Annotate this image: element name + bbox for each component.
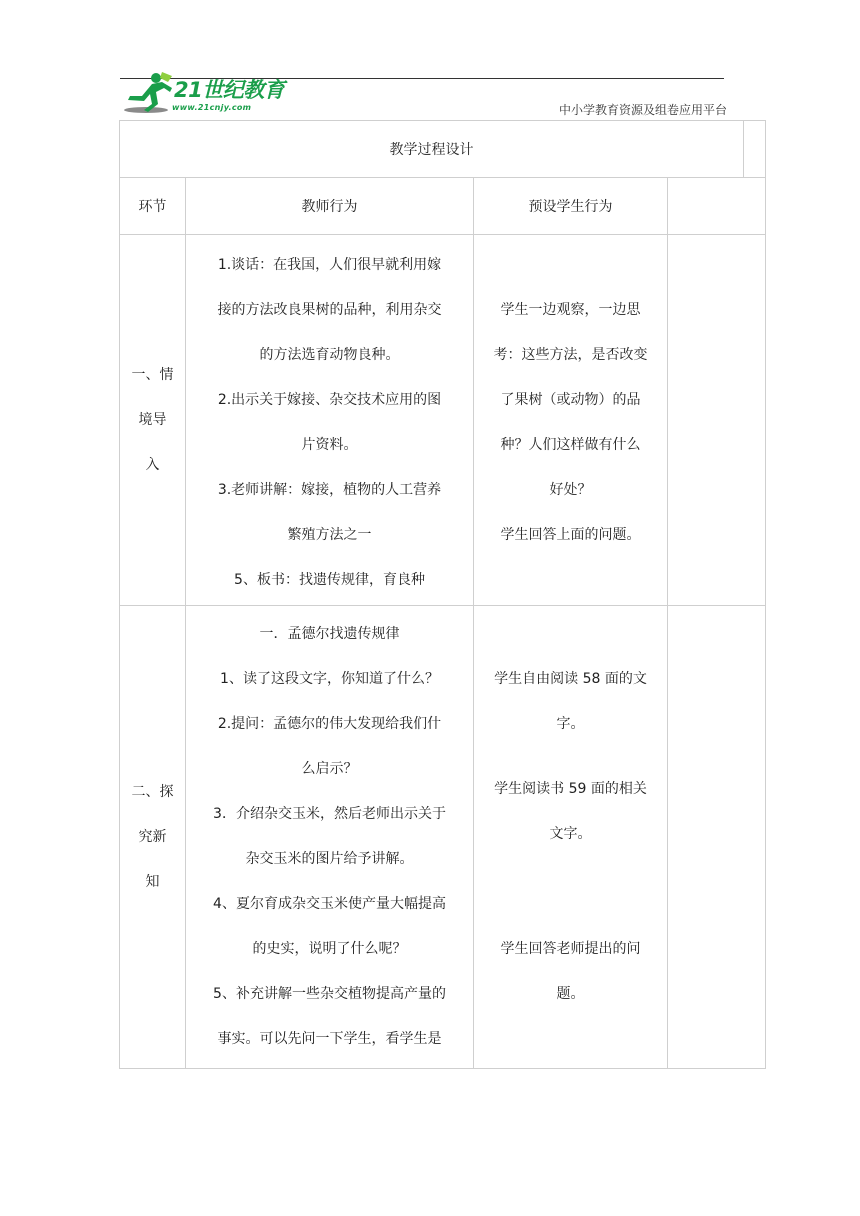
column-header-extra [668, 178, 766, 235]
student-cell [474, 606, 668, 1069]
table-title: 教学过程设计 [120, 121, 744, 178]
blank-line [474, 857, 667, 927]
teacher-line: 2.出示关于嫁接、杂交技术应用的图 [217, 392, 442, 408]
student-line: 学生一边观察，一边思 [500, 302, 641, 318]
teacher-line: 5、板书：找遗传规律，育良种 [234, 572, 425, 588]
teacher-line: 2.提问：孟德尔的伟大发现给我们什 [217, 716, 442, 732]
extra-cell [668, 606, 766, 1069]
column-header-teacher: 教师行为 [186, 178, 474, 235]
student-cell [474, 235, 668, 606]
teacher-line: 么启示？ [301, 761, 358, 777]
stage-cell [120, 235, 186, 606]
teacher-line: 5、补充讲解一些杂交植物提高产量的 [213, 986, 446, 1002]
stage-line: 入 [145, 456, 160, 473]
student-line: 题。 [556, 986, 585, 1002]
column-header-stage: 环节 [120, 178, 186, 235]
teacher-line: 一．孟德尔找遗传规律 [259, 626, 400, 642]
student-line: 种？人们这样做有什么 [500, 437, 641, 453]
title-spacer-cell [744, 121, 766, 178]
teacher-line: 的方法选育动物良种。 [259, 347, 400, 363]
stage-line: 知 [145, 873, 160, 890]
student-line: 学生回答上面的问题。 [500, 527, 641, 543]
teacher-cell [186, 235, 474, 606]
teacher-line: 杂交玉米的图片给予讲解。 [245, 851, 414, 867]
table-row [120, 235, 766, 606]
student-line: 了果树（或动物）的品 [500, 392, 641, 408]
logo-text: 21世纪教育 [174, 78, 285, 102]
student-line: 好处？ [549, 482, 592, 498]
student-line: 文字。 [549, 826, 592, 842]
teacher-line: 接的方法改良果树的品种，利用杂交 [217, 302, 442, 318]
teacher-line: 片资料。 [301, 437, 358, 453]
stage-line: 究新 [138, 828, 167, 845]
teacher-line: 4、夏尔育成杂交玉米使产量大幅提高 [213, 896, 446, 912]
stage-cell [120, 606, 186, 1069]
teacher-line: 繁殖方法之一 [287, 527, 372, 543]
teacher-cell [186, 606, 474, 1069]
student-line: 学生自由阅读 58 面的文 [494, 671, 647, 687]
teacher-line: 的史实，说明了什么呢？ [252, 941, 407, 957]
student-line: 考：这些方法，是否改变 [493, 347, 648, 363]
student-line: 学生回答老师提出的问 [500, 941, 641, 957]
stage-line: 境导 [138, 411, 167, 428]
teacher-line: 3.老师讲解：嫁接，植物的人工营养 [217, 482, 442, 498]
lesson-process-table [119, 120, 766, 1069]
platform-caption: 中小学教育资源及组卷应用平台 [558, 103, 727, 117]
teacher-line: 3．介绍杂交玉米，然后老师出示关于 [213, 806, 446, 822]
teacher-line: 事实。可以先问一下学生，看学生是 [217, 1031, 442, 1047]
student-line: 字。 [556, 716, 585, 732]
blank-line [474, 747, 667, 767]
column-header-student: 预设学生行为 [474, 178, 668, 235]
student-line: 学生阅读书 59 面的相关 [494, 781, 647, 797]
table-row [120, 606, 766, 1069]
extra-cell [668, 235, 766, 606]
teacher-line: 1.谈话：在我国，人们很早就利用嫁 [217, 257, 442, 273]
stage-line: 一、情 [131, 366, 174, 383]
teacher-line: 1、读了这段文字，你知道了什么？ [220, 671, 439, 687]
stage-line: 二、探 [131, 783, 174, 800]
logo-url: www.21cnjy.com [172, 103, 252, 112]
